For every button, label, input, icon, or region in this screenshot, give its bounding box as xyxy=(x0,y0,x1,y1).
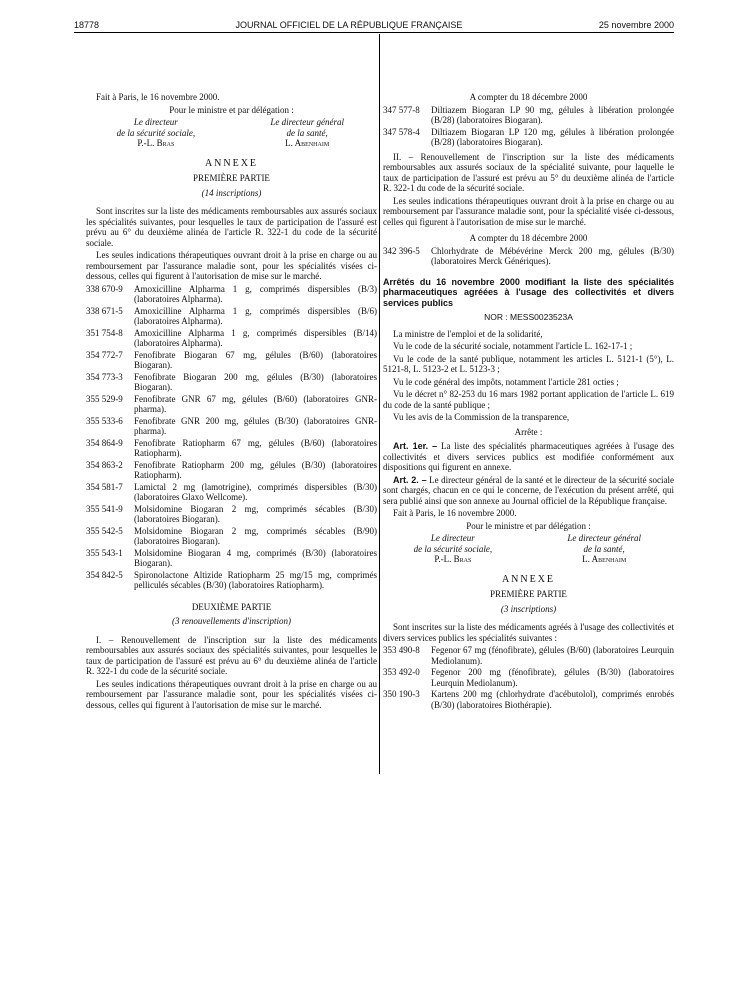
cip-code: 347 577-8 xyxy=(383,104,420,115)
article-label: Art. 2. – xyxy=(393,474,427,485)
signature-title: de la sécurité sociale, xyxy=(116,127,196,138)
drug-description: Molsidomine Biogaran 4 mg, comprimés (B/30) (laboratoires Biogaran). xyxy=(134,547,377,568)
signature-title: Le directeur général xyxy=(567,533,641,543)
right-column xyxy=(383,92,674,711)
cip-code: 355 543-1 xyxy=(86,547,123,558)
signature-title: de la santé, xyxy=(583,543,625,554)
part-heading: PREMIÈRE PARTIE xyxy=(490,589,567,599)
list-item xyxy=(86,416,377,437)
renewal-paragraph: I. – Renouvellement de l'inscription sur la liste des médicaments remboursables aux assurés sociaux des spécialités suivantes, pour lesquelles le taux de participation de l'assuré est prévu au 6° du deuxième alinéa de l'article R. 322-1 du code de la sécurité sociale. xyxy=(86,634,377,676)
part-heading: DEUXIÈME PARTIE xyxy=(191,601,272,612)
list-item xyxy=(86,460,377,481)
issue-date: 25 novembre 2000 xyxy=(598,20,674,30)
ministre-line: La ministre de l'emploi et de la solidarité, xyxy=(393,328,543,339)
cip-code: 342 396-5 xyxy=(383,245,420,256)
entry-list xyxy=(383,645,674,710)
arrete-title: Arrêtés du 16 novembre 2000 modifiant la liste des spécialités pharmaceutiques agréées à l'usage des collectivités et divers services publics xyxy=(383,276,674,308)
signatures xyxy=(383,533,674,565)
drug-description: Fenofibrate Ratiopharm 67 mg, gélules (B/60) (laboratoires Ratiopharm). xyxy=(134,437,377,458)
drug-description: Fenofibrate Ratiopharm 200 mg, gélules (B/30) (laboratoires Ratiopharm). xyxy=(134,459,377,480)
list-item xyxy=(383,689,674,710)
list-item xyxy=(383,645,674,666)
cip-code: 354 772-7 xyxy=(86,349,123,360)
signature-right xyxy=(534,533,674,565)
signature-name: P.-L. Bras xyxy=(434,554,472,564)
list-item xyxy=(383,246,674,267)
cip-code: 347 578-4 xyxy=(383,126,420,137)
cip-code: 354 863-2 xyxy=(86,459,123,470)
cip-code: 351 754-8 xyxy=(86,327,123,338)
signature-title: de la santé, xyxy=(286,127,328,138)
drug-description: Diltiazem Biogaran LP 90 mg, gélules à libération prolongée (B/28) (laboratoires Biogaran). xyxy=(431,104,674,125)
entry-list xyxy=(383,105,674,148)
cip-code: 354 842-5 xyxy=(86,569,123,580)
drug-description: Spironolactone Altizide Ratiopharm 25 mg/15 mg, comprimés pelliculés sécables (B/30) (laboratoires Ratiopharm). xyxy=(134,569,377,590)
vu-line: Vu les avis de la Commission de la transparence, xyxy=(393,412,570,422)
article-2 xyxy=(383,475,674,507)
fait-a-paris: Fait à Paris, le 16 novembre 2000. xyxy=(96,92,220,102)
cip-code: 354 773-3 xyxy=(86,371,123,382)
drug-description: Fenofibrate GNR 200 mg, gélules (B/30) (laboratoires GNR-pharma). xyxy=(134,415,377,436)
drug-description: Lamictal 2 mg (lamotrigine), comprimés dispersibles (B/30) (laboratoires Glaxo Wellcome). xyxy=(134,481,377,502)
page-number: 18778 xyxy=(74,20,100,30)
list-item xyxy=(86,284,377,305)
drug-description: Fenofibrate Biogaran 200 mg, gélules (B/30) (laboratoires Biogaran). xyxy=(134,371,377,392)
list-item xyxy=(86,482,377,503)
list-item xyxy=(383,127,674,148)
column-divider xyxy=(379,34,380,774)
drug-description: Molsidomine Biogaran 2 mg, comprimés sécables (B/30) (laboratoires Biogaran). xyxy=(134,503,377,524)
entry-list xyxy=(86,284,377,591)
signature-name: P.-L. Bras xyxy=(137,138,175,148)
list-item xyxy=(86,306,377,327)
journal-title: JOURNAL OFFICIEL DE LA RÉPUBLIQUE FRANÇAISE xyxy=(235,20,463,30)
list-item xyxy=(86,438,377,459)
list-item xyxy=(86,372,377,393)
cip-code: 355 529-9 xyxy=(86,393,123,404)
fait-a-paris: Fait à Paris, le 16 novembre 2000. xyxy=(393,508,517,518)
drug-description: Diltiazem Biogaran LP 120 mg, gélules à libération prolongée (B/28) (laboratoires Biogaran). xyxy=(431,126,674,147)
signature-title: de la sécurité sociale, xyxy=(413,543,493,554)
renewal-paragraph: II. – Renouvellement de l'inscription sur la liste des médicaments remboursables aux assurés sociaux de la spécialité suivante, pour laquelle le taux de participation de l'assuré est prévu au 5° du deuxième alinéa de l'article R. 322-1 du code de la sécurité sociale. xyxy=(383,151,674,193)
pour-le-ministre: Pour le ministre et par délégation : xyxy=(169,104,294,115)
signature-left xyxy=(383,533,523,565)
signature-right xyxy=(237,117,377,149)
vu-line: Vu le code de la santé publique, notamment les articles L. 5121-1 (5°), L. 5121-8, L. 5123-2 et L. 5123-3 ; xyxy=(383,353,674,374)
cip-code: 355 533-6 xyxy=(86,415,123,426)
list-item xyxy=(86,504,377,525)
annexe-heading: ANNEXE xyxy=(204,157,259,169)
signature-title: Le directeur général xyxy=(270,117,344,127)
vu-line: Vu le décret n° 82-253 du 16 mars 1982 portant application de l'article L. 619 du code de la santé publique ; xyxy=(383,389,674,410)
list-item xyxy=(86,328,377,349)
intro-paragraph: Sont inscrites sur la liste des médicaments agréés à l'usage des collectivités et divers services publics les spécialités suivantes : xyxy=(383,622,674,643)
inscriptions-count: (14 inscriptions) xyxy=(201,187,262,198)
drug-description: Fenofibrate Biogaran 67 mg, gélules (B/60) (laboratoires Biogaran). xyxy=(134,349,377,370)
article-text: La liste des spécialités pharmaceutiques agréées à l'usage des collectivités et divers services publics est modifiée conformément aux dispositions qui figurent en annexe. xyxy=(383,441,674,472)
drug-description: Amoxicilline Alpharma 1 g, comprimés dispersibles (B/6) (laboratoires Alpharma). xyxy=(134,305,377,326)
cip-code: 354 864-9 xyxy=(86,437,123,448)
signature-left xyxy=(86,117,226,149)
list-item xyxy=(86,570,377,591)
drug-description: Fegenor 67 mg (fénofibrate), gélules (B/60) (laboratoires Leurquin Mediolanum). xyxy=(431,645,674,666)
drug-description: Fenofibrate GNR 67 mg, gélules (B/60) (laboratoires GNR-pharma). xyxy=(134,393,377,414)
drug-description: Amoxicilline Alpharma 1 g, comprimés dispersibles (B/14) (laboratoires Alpharma). xyxy=(134,327,377,348)
page-header xyxy=(74,14,674,30)
article-label: Art. 1er. – xyxy=(393,441,438,451)
indications-paragraph: Les seules indications thérapeutiques ouvrant droit à la prise en charge ou au remboursement par l'assurance maladie sont, pour les spécialités visées ci-dessous, celles qui figurent à l'autorisation de mise sur le marché. xyxy=(86,250,377,281)
drug-description: Fegenor 200 mg (fénofibrate), gélules (B/30) (laboratoires Leurquin Mediolanum). xyxy=(431,667,674,688)
signature-name: L. Abenhaim xyxy=(285,138,330,148)
indications-paragraph: Les seules indications thérapeutiques ouvrant droit à la prise en charge ou au remboursement par l'assurance maladie sont, pour les spécialités visées ci-dessous, celles qui figurent à l'autorisation de mise sur le marché. xyxy=(86,678,377,710)
cip-code: 354 581-7 xyxy=(86,481,123,492)
vu-line: Vu le code général des impôts, notamment l'article 281 octies ; xyxy=(393,376,619,387)
signature-title: Le directeur xyxy=(133,117,178,127)
signature-title: Le directeur xyxy=(430,533,475,543)
list-item xyxy=(86,394,377,415)
list-item xyxy=(383,105,674,126)
inscriptions-count: (3 inscriptions) xyxy=(500,603,557,614)
effective-date: A compter du 18 décembre 2000 xyxy=(469,233,588,243)
pour-le-ministre: Pour le ministre et par délégation : xyxy=(466,520,591,531)
entry-list xyxy=(383,246,674,267)
drug-description: Amoxicilline Alpharma 1 g, comprimés dispersibles (B/3) (laboratoires Alpharma). xyxy=(134,283,377,304)
renewals-count: (3 renouvellements d'inscription) xyxy=(171,616,292,626)
cip-code: 353 490-8 xyxy=(383,645,420,655)
article-text: Le directeur général de la santé et le directeur de la sécurité sociale sont chargés, chacun en ce qui le concerne, de l'exécution du présent arrêté, qui sera publié ainsi que son annexe au Journal officiel de la République française. xyxy=(383,474,674,506)
left-column xyxy=(86,92,377,712)
signature-name: L. Abenhaim xyxy=(582,554,627,564)
intro-paragraph: Sont inscrites sur la liste des médicaments remboursables aux assurés sociaux les spécialités suivantes, pour lesquelles le taux de participation de l'assuré est prévu au 6° du deuxième alinéa de l'article R. 322-1 du code de la sécurité sociale. xyxy=(86,206,377,248)
cip-code: 353 492-0 xyxy=(383,667,420,677)
list-item xyxy=(86,526,377,547)
arrete-line: Arrête : xyxy=(514,426,543,437)
drug-description: Molsidomine Biogaran 2 mg, comprimés sécables (B/90) (laboratoires Biogaran). xyxy=(134,525,377,546)
list-item xyxy=(86,548,377,569)
list-item xyxy=(86,350,377,371)
part-heading: PREMIÈRE PARTIE xyxy=(193,173,270,183)
vu-line: Vu le code de la sécurité sociale, notamment l'article L. 162-17-1 ; xyxy=(393,341,633,351)
drug-description: Chlorhydrate de Mébévérine Merck 200 mg, gélules (B/30) (laboratoires Merck Génériques). xyxy=(431,245,674,266)
article-1 xyxy=(383,441,674,473)
effective-date: A compter du 18 décembre 2000 xyxy=(469,92,588,102)
header-rule xyxy=(74,32,674,33)
cip-code: 355 542-5 xyxy=(86,525,123,536)
list-item xyxy=(383,667,674,688)
cip-code: 355 541-9 xyxy=(86,503,123,514)
nor-reference: NOR : MESS0023523A xyxy=(484,312,573,322)
cip-code: 338 670-9 xyxy=(86,283,123,294)
cip-code: 350 190-3 xyxy=(383,689,420,699)
drug-description: Kartens 200 mg (chlorhydrate d'acébutolol), comprimés enrobés (B/30) (laboratoires Biothérapie). xyxy=(431,689,674,710)
annexe-heading: ANNEXE xyxy=(501,573,556,585)
signatures xyxy=(86,117,377,149)
indications-paragraph: Les seules indications thérapeutiques ouvrant droit à la prise en charge ou au remboursement par l'assurance maladie sont, pour la spécialité visée ci-dessous, celles qui figurent à l'autorisation de mise sur le marché. xyxy=(383,195,674,227)
cip-code: 338 671-5 xyxy=(86,305,123,316)
